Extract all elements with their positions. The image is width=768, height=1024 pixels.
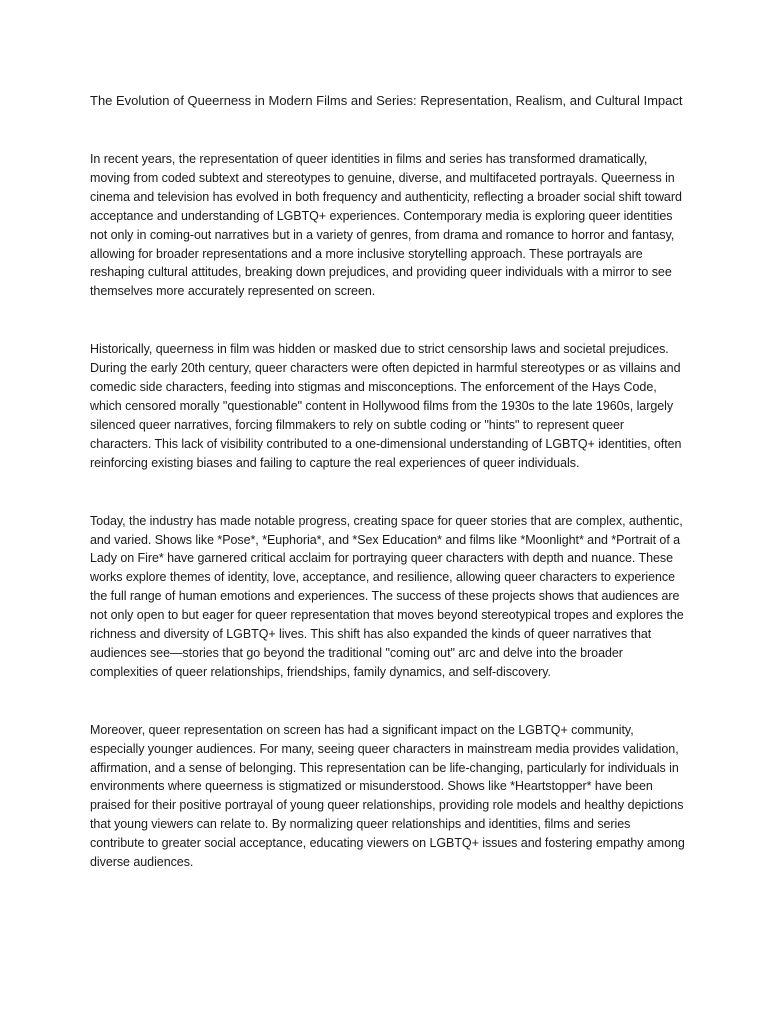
document-page — [90, 92, 686, 911]
paragraph-progress: Today, the industry has made notable progress, creating space for queer stories that are complex, authentic, and varied. Shows like *Pose*, *Euphoria*, and *Sex Education* and films like *Moonlight* and *Portrait of a Lady on Fire* have garnered critical acclaim for portraying queer characters with depth and nuance. These works explore themes of identity, love, acceptance, and resilience, allowing queer characters to experience the full range of human emotions and experiences. The success of these projects shows that audiences are not only open to but eager for queer representation that moves beyond stereotypical tropes and explores the richness and diversity of LGBTQ+ lives. This shift has also expanded the kinds of queer narratives that audiences see—stories that go beyond the traditional "coming out" arc and delve into the broader complexities of queer relationships, friendships, family dynamics, and self-discovery. — [90, 513, 684, 679]
paragraph-intro: In recent years, the representation of queer identities in films and series has transformed dramatically, moving from coded subtext and stereotypes to genuine, diverse, and multifaceted portrayals. Queerness in cinema and television has evolved in both frequency and authenticity, reflecting a broader social shift toward acceptance and understanding of LGBTQ+ experiences. Contemporary media is exploring queer identities not only in coming-out narratives but in a variety of genres, from drama and romance to horror and fantasy, allowing for broader representations and a more inclusive storytelling approach. These portrayals are reshaping cultural attitudes, breaking down prejudices, and providing queer individuals with a mirror to see themselves more accurately represented on screen. — [90, 152, 682, 299]
document-title: The Evolution of Queerness in Modern Films and Series: Representation, Realism, and Cultural Impact — [90, 93, 683, 108]
paragraph-history: Historically, queerness in film was hidden or masked due to strict censorship laws and societal prejudices. During the early 20th century, queer characters were often depicted in harmful stereotypes or as villains and comedic side characters, feeding into stigmas and misconceptions. The enforcement of the Hays Code, which censored morally "questionable" content in Hollywood films from the 1930s to the late 1960s, largely silenced queer narratives, forcing filmmakers to rely on subtle coding or "hints" to represent queer characters. This lack of visibility contributed to a one-dimensional understanding of LGBTQ+ identities, often reinforcing existing biases and failing to capture the real experiences of queer individuals. — [90, 342, 682, 470]
paragraph-impact: Moreover, queer representation on screen has had a significant impact on the LGBTQ+ community, especially younger audiences. For many, seeing queer characters in mainstream media provides validation, affirmation, and a sense of belonging. This representation can be life-changing, particularly for individuals in environments where queerness is stigmatized or misunderstood. Shows like *Heartstopper* have been praised for their positive portrayal of young queer relationships, providing role models and healthy depictions that young viewers can relate to. By normalizing queer relationships and identities, films and series contribute to greater social acceptance, educating viewers on LGBTQ+ issues and fostering empathy among diverse audiences. — [90, 722, 685, 870]
